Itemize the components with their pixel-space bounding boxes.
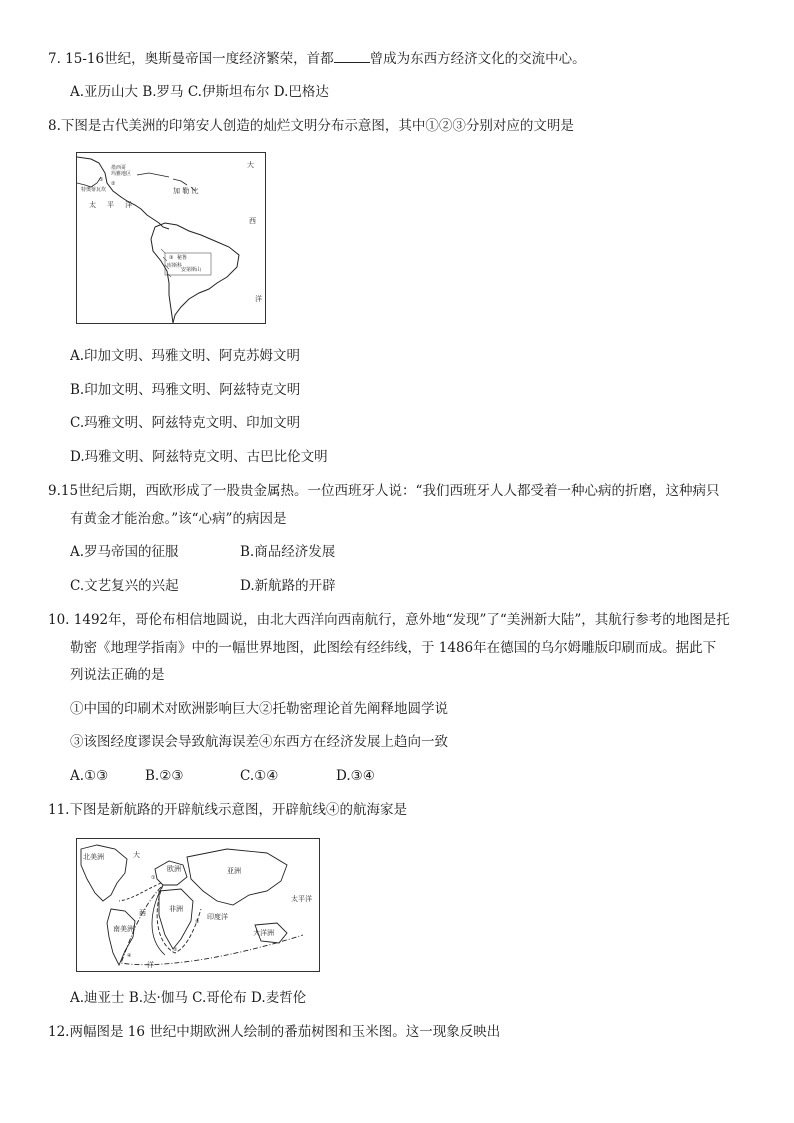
q8-map-label-pacific-tai: 太 [89,201,96,209]
q8-map-label-andes: 安第斯山 [181,267,202,273]
q11-map-label-c4: ④ [127,953,132,959]
q8-map-label-teot: 特奥蒂瓦坎 [81,187,107,193]
q11-map-label-c2: ② [173,947,178,953]
q8-map-label-ocean: 洋 [255,295,262,303]
q8-option-b: B.印加文明、玛雅文明、阿兹特克文明 [70,382,301,398]
q11-routes-map [76,838,320,972]
q8-map-label-inca: 库斯科 [167,263,183,269]
q11-map-label-c1: ① [151,875,156,881]
q10-stem-line1: 10. 1492年，哥伦布相信地圆说，由北大西洋向西南航行，意外地“发现”了“美洲新大陆”，其航行参考的地图是托 [48,612,730,628]
q11-map-label-c3: ③ [195,919,200,925]
q7-stem [48,48,586,69]
q8-stem: 8.下图是古代美洲的印第安人创造的灿烂文明分布示意图，其中①②③分别对应的文明是 [48,118,574,134]
q11-map-label-big: 大 [133,851,140,859]
q8-americas-map [76,152,266,324]
q11-map-label-asia: 亚洲 [227,867,241,875]
q11-options: A.迪亚士 B.达·伽马 C.哥伦布 D.麦哲伦 [70,990,307,1006]
q12-stem: 12.两幅图是 16 世纪中期欧洲人绘制的番茄树图和玉米图。这一现象反映出 [48,1024,501,1040]
q7-blank [334,48,370,63]
q8-map-label-pacific-ping: 平 [107,201,114,209]
q11-map-label-west: 西 [139,909,146,917]
q10-option-c: C.①④ [240,768,279,784]
q7-stem-after: 曾成为东西方经济文化的交流中心。 [369,51,586,67]
q10-stem-line3: 列说法正确的是 [70,667,165,683]
q8-map-label-aztec: 玛雅地区 [111,171,132,177]
q10-items-line2: ③该图经度谬误会导致航海误差④东西方在经济发展上趋向一致 [70,734,448,750]
q8-map-label-maya: 墨西哥 [111,165,127,171]
q8-map-label-circ1: ① [99,177,104,183]
q10-option-a: A.①③ [70,768,109,784]
q9-option-c: C.文艺复兴的兴起 [70,578,179,594]
q8-map-label-carib: 加 勒 比 [173,187,199,195]
q9-option-a: A.罗马帝国的征服 [70,544,179,560]
q11-map-label-australia: 大洋洲 [253,929,274,937]
q11-map-label-africa: 非洲 [169,905,183,913]
q11-stem: 11.下图是新航路的开辟航线示意图，开辟航线④的航海家是 [48,802,407,818]
q7-options: A.亚历山大 B.罗马 C.伊斯坦布尔 D.巴格达 [70,84,329,100]
q11-map-label-europe: 欧洲 [167,865,181,873]
q8-map-label-peru: 秘鲁 [177,255,188,261]
q8-map-label-circ3: ③ [169,255,174,261]
q8-map-label-circ2: ② [111,181,116,187]
q9-stem-line1: 9.15世纪后期，西欧形成了一股贵金属热。一位西班牙人说：“我们西班牙人人都受着一种心病的折磨，这种病只 [48,483,720,499]
q9-stem-line2: 有黄金才能治愈。”该“心病”的病因是 [70,511,287,527]
q8-map-label-pacific-yang: 洋 [125,201,132,209]
q10-option-b: B.②③ [145,768,184,784]
q9-option-d: D.新航路的开辟 [240,578,336,594]
q8-option-a: A.印加文明、玛雅文明、阿克苏姆文明 [70,348,301,364]
q10-option-d: D.③④ [336,768,375,784]
q11-map-label-south-america: 南美洲 [113,925,134,933]
q11-map-label-north-america: 北美洲 [83,853,104,861]
q10-items-line1: ①中国的印刷术对欧洲影响巨大②托勒密理论首先阐释地圆学说 [70,701,448,717]
q11-map-label-ocean: 洋 [147,961,154,969]
q8-option-c: C.玛雅文明、阿兹特克文明、印加文明 [70,415,301,431]
q11-map-label-pacific: 太平洋 [291,895,312,903]
q7-stem-before: 7. 15-16世纪，奥斯曼帝国一度经济繁荣，首都 [48,51,334,67]
q8-option-d: D.玛雅文明、阿兹特克文明、古巴比伦文明 [70,449,328,465]
q8-map-label-big: 大 [247,161,254,169]
q8-map-label-west: 西 [249,217,256,225]
q9-option-b: B.商品经济发展 [240,544,336,560]
q10-stem-line2: 勒密《地理学指南》中的一幅世界地图，此图绘有经纬线，于 1486年在德国的乌尔姆雕版印刷而成。据此下 [70,640,717,656]
q11-map-label-indian: 印度洋 [207,913,228,921]
